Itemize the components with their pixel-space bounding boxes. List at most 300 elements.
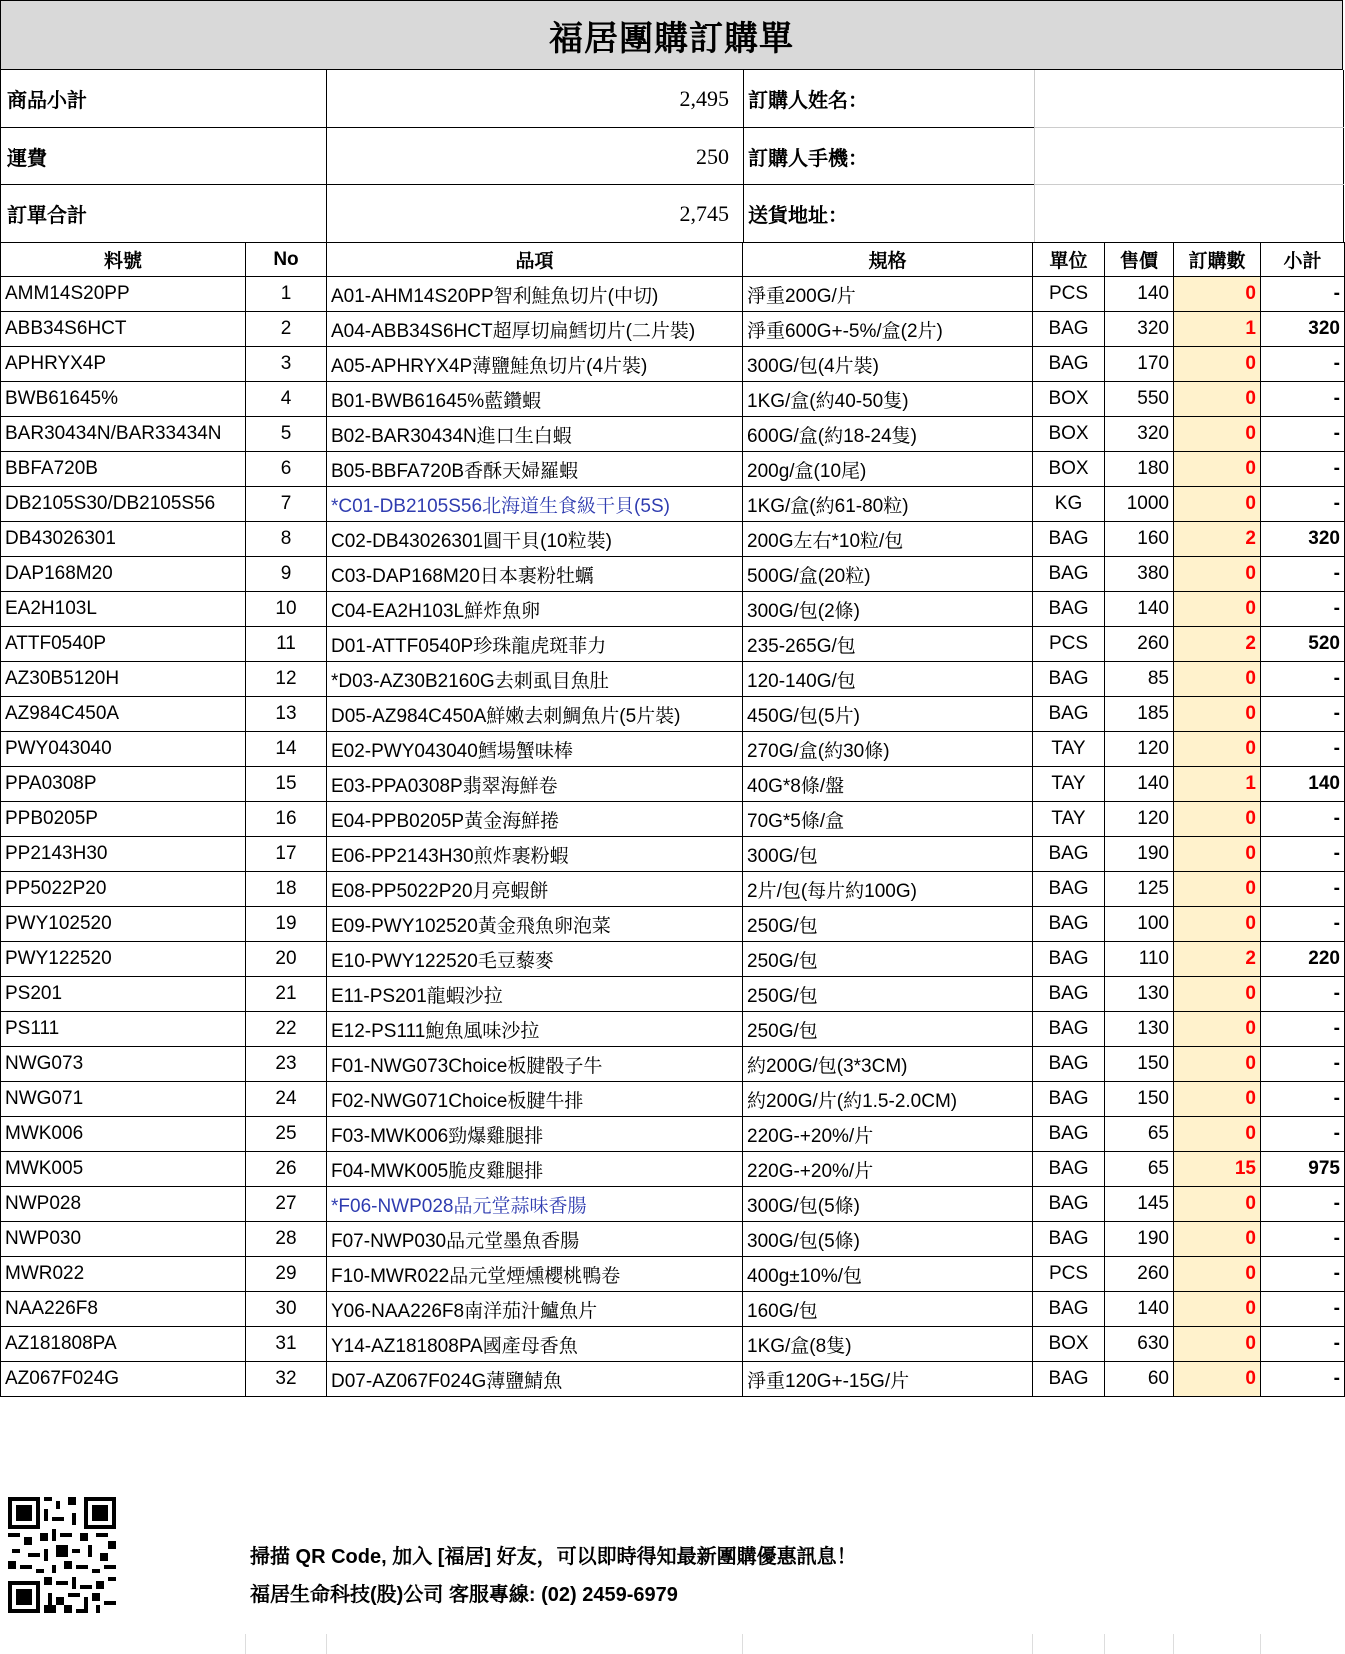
item-unit: BAG (1033, 1362, 1105, 1397)
item-price: 260 (1105, 627, 1174, 662)
item-unit: BOX (1033, 452, 1105, 487)
item-qty[interactable]: 0 (1174, 592, 1261, 627)
item-no: 26 (246, 1152, 327, 1187)
item-code: BWB61645% (1, 382, 246, 417)
item-price: 150 (1105, 1047, 1174, 1082)
table-row (1, 382, 1345, 417)
customer-phone-label: 訂購人手機： (748, 148, 868, 170)
item-spec: 300G/包(4片裝) (743, 347, 1033, 382)
item-price: 1000 (1105, 487, 1174, 522)
item-qty[interactable]: 0 (1174, 1327, 1261, 1362)
item-spec: 600G/盒(約18-24隻) (743, 417, 1033, 452)
item-spec: 250G/包 (743, 907, 1033, 942)
item-spec: 235-265G/包 (743, 627, 1033, 662)
item-price: 130 (1105, 1012, 1174, 1047)
item-name: E04-PPB0205P黃金海鮮捲 (327, 802, 743, 837)
item-unit: BAG (1033, 557, 1105, 592)
summary-value: 2,495 (327, 70, 744, 127)
item-subtotal: - (1261, 732, 1345, 767)
table-row (1, 312, 1345, 347)
item-no: 4 (246, 382, 327, 417)
footer-company-text: 福居生命科技(股)公司 客服專線: (02) 2459-6979 (250, 1584, 678, 1606)
item-qty[interactable]: 0 (1174, 872, 1261, 907)
item-spec: 300G/包 (743, 837, 1033, 872)
item-no: 10 (246, 592, 327, 627)
table-row (1, 1362, 1345, 1397)
item-unit: BAG (1033, 1047, 1105, 1082)
item-code: AZ984C450A (1, 697, 246, 732)
col-header-no: No (246, 243, 327, 277)
item-price: 320 (1105, 417, 1174, 452)
item-code: DB2105S30/DB2105S56 (1, 487, 246, 522)
item-no: 28 (246, 1222, 327, 1257)
item-qty[interactable]: 0 (1174, 1292, 1261, 1327)
col-header-unit: 單位 (1033, 243, 1105, 277)
item-subtotal: - (1261, 557, 1345, 592)
item-price: 65 (1105, 1152, 1174, 1187)
item-name: Y14-AZ181808PA國產母香魚 (327, 1327, 743, 1362)
item-no: 12 (246, 662, 327, 697)
item-name: D05-AZ984C450A鮮嫩去刺鯛魚片(5片裝) (327, 697, 743, 732)
item-subtotal: - (1261, 1362, 1345, 1397)
item-code: PPB0205P (1, 802, 246, 837)
item-price: 180 (1105, 452, 1174, 487)
table-row (1, 977, 1345, 1012)
item-subtotal: - (1261, 592, 1345, 627)
item-unit: TAY (1033, 802, 1105, 837)
item-unit: BAG (1033, 697, 1105, 732)
item-unit: BAG (1033, 1187, 1105, 1222)
table-row (1, 277, 1345, 312)
col-header-item: 品項 (327, 243, 743, 277)
table-row (1, 1012, 1345, 1047)
item-name: E03-PPA0308P翡翠海鮮卷 (327, 767, 743, 802)
item-name: E11-PS201龍蝦沙拉 (327, 977, 743, 1012)
item-no: 13 (246, 697, 327, 732)
item-price: 120 (1105, 802, 1174, 837)
item-unit: BAG (1033, 662, 1105, 697)
item-price: 170 (1105, 347, 1174, 382)
item-code: BAR30434N/BAR33434N (1, 417, 246, 452)
item-subtotal: 220 (1261, 942, 1345, 977)
item-subtotal: - (1261, 837, 1345, 872)
table-row (1, 1082, 1345, 1117)
table-row (1, 627, 1345, 662)
item-name: *D03-AZ30B2160G去刺虱目魚肚 (327, 662, 743, 697)
item-qty[interactable]: 0 (1174, 487, 1261, 522)
item-name: *F06-NWP028品元堂蒜味香腸 (327, 1187, 743, 1222)
item-spec: 70G*5條/盒 (743, 802, 1033, 837)
table-row (1, 1292, 1345, 1327)
item-price: 160 (1105, 522, 1174, 557)
item-code: PP2143H30 (1, 837, 246, 872)
item-qty[interactable]: 0 (1174, 732, 1261, 767)
table-row (1, 487, 1345, 522)
item-price: 120 (1105, 732, 1174, 767)
summary-value: 2,745 (327, 185, 744, 242)
item-spec: 淨重600G+-5%/盒(2片) (743, 312, 1033, 347)
item-spec: 220G-+20%/片 (743, 1152, 1033, 1187)
item-name: C04-EA2H103L鮮炸魚卵 (327, 592, 743, 627)
item-no: 8 (246, 522, 327, 557)
table-row (1, 662, 1345, 697)
item-unit: KG (1033, 487, 1105, 522)
item-qty[interactable]: 0 (1174, 1082, 1261, 1117)
item-unit: BAG (1033, 837, 1105, 872)
table-header (1, 243, 1345, 277)
item-price: 190 (1105, 837, 1174, 872)
item-qty[interactable]: 0 (1174, 1117, 1261, 1152)
table-row (1, 417, 1345, 452)
customer-phone-field[interactable] (1034, 128, 1344, 185)
item-qty[interactable]: 0 (1174, 417, 1261, 452)
table-row (1, 522, 1345, 557)
item-spec: 40G*8條/盤 (743, 767, 1033, 802)
item-subtotal: - (1261, 1082, 1345, 1117)
item-code: AZ067F024G (1, 1362, 246, 1397)
item-spec: 1KG/盒(約40-50隻) (743, 382, 1033, 417)
item-qty[interactable]: 0 (1174, 1187, 1261, 1222)
item-subtotal: - (1261, 1222, 1345, 1257)
item-qty[interactable]: 15 (1174, 1152, 1261, 1187)
item-spec: 500G/盒(20粒) (743, 557, 1033, 592)
item-code: AZ181808PA (1, 1327, 246, 1362)
item-qty[interactable]: 0 (1174, 662, 1261, 697)
item-no: 24 (246, 1082, 327, 1117)
col-header-spec: 規格 (743, 243, 1033, 277)
item-name: F10-MWR022品元堂煙燻櫻桃鴨卷 (327, 1257, 743, 1292)
item-code: NWG073 (1, 1047, 246, 1082)
item-spec: 2片/包(每片約100G) (743, 872, 1033, 907)
table-row (1, 452, 1345, 487)
item-subtotal: - (1261, 802, 1345, 837)
item-name: D07-AZ067F024G薄鹽鯖魚 (327, 1362, 743, 1397)
item-name: F04-MWK005脆皮雞腿排 (327, 1152, 743, 1187)
item-subtotal: - (1261, 417, 1345, 452)
item-no: 6 (246, 452, 327, 487)
item-unit: PCS (1033, 277, 1105, 312)
item-spec: 300G/包(5條) (743, 1222, 1033, 1257)
item-unit: BOX (1033, 382, 1105, 417)
col-header-subtotal: 小計 (1261, 243, 1345, 277)
item-qty[interactable]: 0 (1174, 1257, 1261, 1292)
item-unit: BAG (1033, 872, 1105, 907)
item-code: PS111 (1, 1012, 246, 1047)
item-no: 16 (246, 802, 327, 837)
item-qty[interactable]: 1 (1174, 767, 1261, 802)
item-name: *C01-DB2105S56北海道生食級干貝(5S) (327, 487, 743, 522)
item-name: F07-NWP030品元堂墨魚香腸 (327, 1222, 743, 1257)
item-name: C02-DB43026301圓干貝(10粒裝) (327, 522, 743, 557)
item-code: DB43026301 (1, 522, 246, 557)
item-unit: BAG (1033, 1117, 1105, 1152)
item-price: 130 (1105, 977, 1174, 1012)
item-no: 22 (246, 1012, 327, 1047)
item-spec: 300G/包(2條) (743, 592, 1033, 627)
item-subtotal: - (1261, 1117, 1345, 1152)
item-spec: 120-140G/包 (743, 662, 1033, 697)
customer-name-field[interactable] (1034, 70, 1344, 127)
item-no: 23 (246, 1047, 327, 1082)
item-qty[interactable]: 0 (1174, 907, 1261, 942)
item-subtotal: - (1261, 452, 1345, 487)
item-subtotal: - (1261, 347, 1345, 382)
item-subtotal: - (1261, 382, 1345, 417)
item-name: E10-PWY122520毛豆藜麥 (327, 942, 743, 977)
item-no: 11 (246, 627, 327, 662)
item-no: 3 (246, 347, 327, 382)
item-no: 1 (246, 277, 327, 312)
item-qty[interactable]: 0 (1174, 452, 1261, 487)
customer-name-label: 訂購人姓名： (748, 90, 868, 112)
item-spec: 270G/盒(約30條) (743, 732, 1033, 767)
item-price: 550 (1105, 382, 1174, 417)
item-code: AMM14S20PP (1, 277, 246, 312)
item-qty[interactable]: 0 (1174, 382, 1261, 417)
table-row (1, 732, 1345, 767)
summary-row-shipping (1, 128, 1344, 185)
item-price: 320 (1105, 312, 1174, 347)
item-name: F01-NWG073Choice板腱骰子牛 (327, 1047, 743, 1082)
qr-code-icon (8, 1496, 116, 1614)
item-unit: BAG (1033, 312, 1105, 347)
item-unit: PCS (1033, 1257, 1105, 1292)
summary-value: 250 (327, 128, 744, 185)
item-code: NWP030 (1, 1222, 246, 1257)
item-spec: 淨重200G/片 (743, 277, 1033, 312)
item-price: 140 (1105, 1292, 1174, 1327)
item-code: NWG071 (1, 1082, 246, 1117)
item-no: 2 (246, 312, 327, 347)
item-spec: 300G/包(5條) (743, 1187, 1033, 1222)
item-subtotal: - (1261, 1047, 1345, 1082)
item-qty[interactable]: 0 (1174, 977, 1261, 1012)
item-spec: 約200G/包(3*3CM) (743, 1047, 1033, 1082)
item-spec: 450G/包(5片) (743, 697, 1033, 732)
table-row (1, 837, 1345, 872)
item-name: F03-MWK006勁爆雞腿排 (327, 1117, 743, 1152)
item-price: 260 (1105, 1257, 1174, 1292)
item-price: 140 (1105, 767, 1174, 802)
item-name: C03-DAP168M20日本裹粉牡蠣 (327, 557, 743, 592)
table-row (1, 557, 1345, 592)
item-spec: 250G/包 (743, 977, 1033, 1012)
item-code: PWY122520 (1, 942, 246, 977)
summary-block (0, 70, 1343, 242)
item-subtotal: 520 (1261, 627, 1345, 662)
table-row (1, 942, 1345, 977)
item-subtotal: - (1261, 1327, 1345, 1362)
item-subtotal: - (1261, 1292, 1345, 1327)
item-qty[interactable]: 0 (1174, 1222, 1261, 1257)
item-unit: BAG (1033, 942, 1105, 977)
item-name: E12-PS111鮑魚風味沙拉 (327, 1012, 743, 1047)
item-price: 60 (1105, 1362, 1174, 1397)
item-subtotal: - (1261, 697, 1345, 732)
item-price: 380 (1105, 557, 1174, 592)
item-price: 140 (1105, 592, 1174, 627)
table-row (1, 907, 1345, 942)
item-name: B01-BWB61645%藍鑽蝦 (327, 382, 743, 417)
item-subtotal: 320 (1261, 312, 1345, 347)
item-price: 630 (1105, 1327, 1174, 1362)
table-row (1, 1047, 1345, 1082)
item-qty[interactable]: 0 (1174, 802, 1261, 837)
item-qty[interactable]: 2 (1174, 942, 1261, 977)
item-name: A05-APHRYX4P薄鹽鮭魚切片(4片裝) (327, 347, 743, 382)
item-name: E06-PP2143H30煎炸裹粉蝦 (327, 837, 743, 872)
item-price: 65 (1105, 1117, 1174, 1152)
summary-row-total (1, 185, 1344, 242)
item-unit: BOX (1033, 417, 1105, 452)
item-name: B02-BAR30434N進口生白蝦 (327, 417, 743, 452)
item-unit: BAG (1033, 1152, 1105, 1187)
item-price: 85 (1105, 662, 1174, 697)
item-qty[interactable]: 0 (1174, 1362, 1261, 1397)
table-row (1, 767, 1345, 802)
item-name: F02-NWG071Choice板腱牛排 (327, 1082, 743, 1117)
item-no: 17 (246, 837, 327, 872)
item-price: 185 (1105, 697, 1174, 732)
address-label: 送貨地址： (748, 205, 848, 227)
col-header-price: 售價 (1105, 243, 1174, 277)
item-subtotal: 975 (1261, 1152, 1345, 1187)
item-unit: BAG (1033, 977, 1105, 1012)
form-title: 福居團購訂購單 (549, 19, 794, 58)
item-code: PWY102520 (1, 907, 246, 942)
item-subtotal: - (1261, 872, 1345, 907)
item-code: PPA0308P (1, 767, 246, 802)
table-row (1, 592, 1345, 627)
title-bar (0, 0, 1343, 70)
item-code: ABB34S6HCT (1, 312, 246, 347)
item-qty[interactable]: 2 (1174, 522, 1261, 557)
item-spec: 250G/包 (743, 942, 1033, 977)
item-name: A01-AHM14S20PP智利鮭魚切片(中切) (327, 277, 743, 312)
item-subtotal: - (1261, 662, 1345, 697)
item-subtotal: 140 (1261, 767, 1345, 802)
item-unit: TAY (1033, 767, 1105, 802)
item-spec: 約200G/片(約1.5-2.0CM) (743, 1082, 1033, 1117)
item-subtotal: - (1261, 1012, 1345, 1047)
item-name: D01-ATTF0540P珍珠龍虎斑菲力 (327, 627, 743, 662)
item-price: 100 (1105, 907, 1174, 942)
item-subtotal: - (1261, 487, 1345, 522)
item-code: MWK005 (1, 1152, 246, 1187)
item-qty[interactable]: 0 (1174, 277, 1261, 312)
item-unit: TAY (1033, 732, 1105, 767)
item-qty[interactable]: 0 (1174, 697, 1261, 732)
item-price: 140 (1105, 277, 1174, 312)
item-code: NAA226F8 (1, 1292, 246, 1327)
table-row (1, 1257, 1345, 1292)
item-spec: 400g±10%/包 (743, 1257, 1033, 1292)
summary-label: 運費 (1, 128, 327, 185)
item-spec: 200G左右*10粒/包 (743, 522, 1033, 557)
item-no: 15 (246, 767, 327, 802)
item-unit: BOX (1033, 1327, 1105, 1362)
item-name: E09-PWY102520黃金飛魚卵泡菜 (327, 907, 743, 942)
item-subtotal: 320 (1261, 522, 1345, 557)
summary-label: 訂單合計 (1, 185, 327, 242)
item-no: 21 (246, 977, 327, 1012)
item-name: E08-PP5022P20月亮蝦餅 (327, 872, 743, 907)
item-spec: 250G/包 (743, 1012, 1033, 1047)
table-row (1, 697, 1345, 732)
item-no: 29 (246, 1257, 327, 1292)
item-code: PS201 (1, 977, 246, 1012)
item-unit: BAG (1033, 907, 1105, 942)
table-row (1, 347, 1345, 382)
item-spec: 淨重120G+-15G/片 (743, 1362, 1033, 1397)
item-subtotal: - (1261, 977, 1345, 1012)
address-field[interactable] (1034, 185, 1344, 242)
item-code: AZ30B5120H (1, 662, 246, 697)
item-no: 27 (246, 1187, 327, 1222)
table-row (1, 1152, 1345, 1187)
item-no: 5 (246, 417, 327, 452)
item-qty[interactable]: 0 (1174, 1012, 1261, 1047)
item-unit: BAG (1033, 347, 1105, 382)
item-code: EA2H103L (1, 592, 246, 627)
item-code: DAP168M20 (1, 557, 246, 592)
item-name: E02-PWY043040鱈場蟹味棒 (327, 732, 743, 767)
item-code: PP5022P20 (1, 872, 246, 907)
item-subtotal: - (1261, 907, 1345, 942)
item-subtotal: - (1261, 277, 1345, 312)
item-no: 30 (246, 1292, 327, 1327)
item-spec: 1KG/盒(8隻) (743, 1327, 1033, 1362)
item-code: BBFA720B (1, 452, 246, 487)
item-qty[interactable]: 0 (1174, 1047, 1261, 1082)
item-price: 125 (1105, 872, 1174, 907)
item-code: NWP028 (1, 1187, 246, 1222)
item-code: MWK006 (1, 1117, 246, 1152)
table-row (1, 1187, 1345, 1222)
item-unit: BAG (1033, 1082, 1105, 1117)
item-qty[interactable]: 0 (1174, 557, 1261, 592)
item-qty[interactable]: 2 (1174, 627, 1261, 662)
item-no: 20 (246, 942, 327, 977)
table-row (1, 1222, 1345, 1257)
footer-promo-text: 掃描 QR Code, 加入 [福居] 好友，可以即時得知最新團購優惠訊息！ (250, 1546, 857, 1568)
col-header-code: 料號 (1, 243, 246, 277)
item-code: APHRYX4P (1, 347, 246, 382)
item-unit: BAG (1033, 592, 1105, 627)
item-no: 19 (246, 907, 327, 942)
item-no: 25 (246, 1117, 327, 1152)
item-qty[interactable]: 1 (1174, 312, 1261, 347)
item-price: 150 (1105, 1082, 1174, 1117)
item-spec: 160G/包 (743, 1292, 1033, 1327)
table-row (1, 802, 1345, 837)
item-unit: BAG (1033, 1292, 1105, 1327)
item-unit: BAG (1033, 1012, 1105, 1047)
col-header-qty: 訂購數 (1174, 243, 1261, 277)
item-code: PWY043040 (1, 732, 246, 767)
item-code: MWR022 (1, 1257, 246, 1292)
item-name: A04-ABB34S6HCT超厚切扁鱈切片(二片裝) (327, 312, 743, 347)
item-unit: PCS (1033, 627, 1105, 662)
item-unit: BAG (1033, 1222, 1105, 1257)
summary-row-subtotal (1, 70, 1344, 127)
item-spec: 1KG/盒(約61-80粒) (743, 487, 1033, 522)
item-qty[interactable]: 0 (1174, 837, 1261, 872)
item-price: 110 (1105, 942, 1174, 977)
item-no: 32 (246, 1362, 327, 1397)
item-code: ATTF0540P (1, 627, 246, 662)
item-qty[interactable]: 0 (1174, 347, 1261, 382)
